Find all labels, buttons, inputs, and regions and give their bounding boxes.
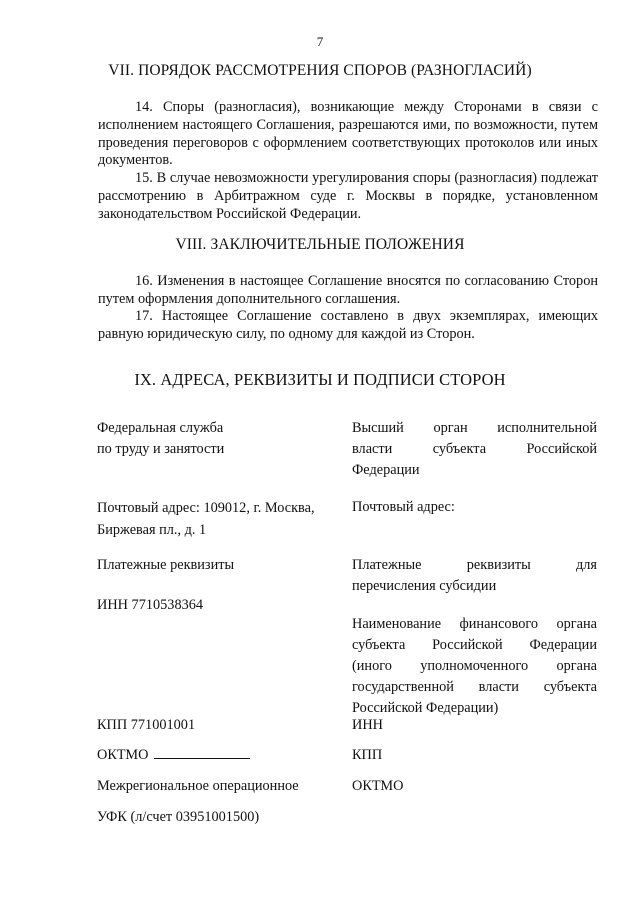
left-inn: ИНН 7710538364	[97, 597, 204, 613]
clause-17: 17. Настоящее Соглашение составлено в двух экземплярах, имеющих равную юридическую силу, по одному для каждой из Сторон.	[98, 308, 598, 342]
left-ufk: УФК (л/счет 03951001500)	[97, 809, 260, 825]
right-kpp: КПП	[352, 747, 383, 763]
right-org-line: власти субъекта Российской	[352, 441, 597, 457]
left-address	[97, 497, 337, 541]
section-7-heading: VII. ПОРЯДОК РАССМОТРЕНИЯ СПОРОВ (РАЗНОГЛАСИЙ)	[108, 62, 532, 79]
right-payment-details	[352, 555, 597, 597]
left-oktmo-label: ОКТМО	[97, 747, 149, 763]
right-org-line: Высший орган исполнительной	[352, 420, 597, 436]
right-fin-line: Российской Федерации)	[352, 700, 499, 716]
left-interregional: Межрегиональное операционное	[97, 778, 299, 794]
left-oktmo	[97, 745, 337, 766]
left-address-line: Почтовый адрес: 109012, г. Москва,	[97, 500, 315, 516]
right-inn: ИНН	[352, 717, 383, 733]
clause-15: 15. В случае невозможности урегулирования споры (разногласия) подлежат рассмотрению в Арбитражном суде г. Москвы в порядке, установленном законодательством Российской Федерации.	[98, 170, 598, 222]
section-8-heading: VIII. ЗАКЛЮЧИТЕЛЬНЫЕ ПОЛОЖЕНИЯ	[175, 236, 465, 253]
oktmo-blank-line	[154, 746, 250, 759]
left-address-line: Биржевая пл., д. 1	[97, 522, 207, 538]
left-org-line: Федеральная служба	[97, 420, 224, 436]
right-fin-line: субъекта Российской Федерации	[352, 637, 597, 653]
right-org-name	[352, 418, 597, 481]
right-oktmo: ОКТМО	[352, 778, 404, 794]
right-address: Почтовый адрес:	[352, 499, 455, 515]
right-fin-line: государственной власти субъекта	[352, 679, 597, 695]
page-number: 7	[316, 34, 324, 49]
left-kpp: КПП 771001001	[97, 717, 196, 733]
right-financial-body	[352, 614, 597, 719]
right-payment-line: перечисления субсидии	[352, 578, 497, 594]
left-payment-details: Платежные реквизиты	[97, 557, 235, 573]
left-org-name	[97, 418, 337, 460]
left-org-line: по труду и занятости	[97, 441, 225, 457]
right-payment-line: Платежные реквизиты для	[352, 557, 597, 573]
section-9-heading: IX. АДРЕСА, РЕКВИЗИТЫ И ПОДПИСИ СТОРОН	[134, 370, 506, 389]
right-fin-line: Наименование финансового органа	[352, 616, 597, 632]
clause-16: 16. Изменения в настоящее Соглашение вносятся по согласованию Сторон путем оформления дополнительного соглашения.	[98, 273, 598, 307]
clause-14: 14. Споры (разногласия), возникающие между Сторонами в связи с исполнением настоящего Соглашения, разрешаются ими, по возможности, путем проведения переговоров с оформлением соответствующих протоколов или иных документов.	[98, 99, 598, 169]
right-fin-line: (иного уполномоченного органа	[352, 658, 597, 674]
right-org-line: Федерации	[352, 462, 420, 478]
